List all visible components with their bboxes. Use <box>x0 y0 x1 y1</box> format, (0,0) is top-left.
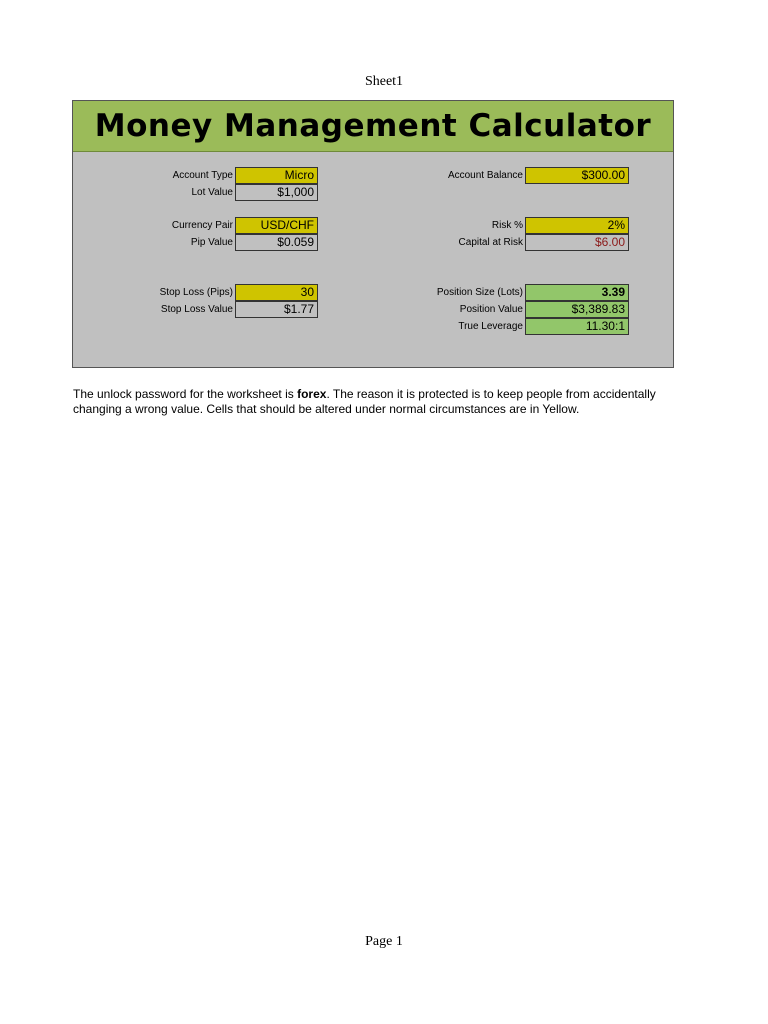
stop-loss-value-label: Stop Loss Value <box>160 304 233 315</box>
lot-value-label: Lot Value <box>191 187 233 198</box>
pip-value-label: Pip Value <box>190 237 233 248</box>
calculator-title: Money Management Calculator <box>73 101 673 152</box>
capital-at-risk-label: Capital at Risk <box>458 237 523 248</box>
stop-loss-pips-label: Stop Loss (Pips) <box>159 287 233 298</box>
account-type-label: Account Type <box>172 170 233 181</box>
lot-value-cell: $1,000 <box>235 184 318 201</box>
position-value-cell: $3,389.83 <box>525 301 629 318</box>
stop-loss-pips-cell[interactable]: 30 <box>235 284 318 301</box>
protection-note <box>73 387 673 417</box>
capital-at-risk-cell: $6.00 <box>525 234 629 251</box>
risk-percent-cell[interactable]: 2% <box>525 217 629 234</box>
page-number: Page 1 <box>365 934 403 949</box>
pip-value-cell: $0.059 <box>235 234 318 251</box>
currency-pair-cell[interactable]: USD/CHF <box>235 217 318 234</box>
risk-percent-label: Risk % <box>491 220 523 231</box>
true-leverage-cell: 11.30:1 <box>525 318 629 335</box>
account-type-cell[interactable]: Micro <box>235 167 318 184</box>
position-size-cell: 3.39 <box>525 284 629 301</box>
stop-loss-value-cell: $1.77 <box>235 301 318 318</box>
currency-pair-label: Currency Pair <box>171 220 233 231</box>
money-management-calculator <box>72 100 674 368</box>
true-leverage-label: True Leverage <box>458 321 523 332</box>
sheet-name: Sheet1 <box>364 74 404 89</box>
position-size-label: Position Size (Lots) <box>436 287 523 298</box>
account-balance-label: Account Balance <box>447 170 523 181</box>
note-text-before: The unlock password for the worksheet is <box>73 387 298 401</box>
note-text-after: . The reason it is protected is to keep people from accidentally changing a wrong value. Cells that should be altered under normal circumstances are in Yellow. <box>73 387 656 416</box>
account-balance-cell[interactable]: $300.00 <box>525 167 629 184</box>
note-password: forex <box>297 387 327 401</box>
position-value-label: Position Value <box>459 304 523 315</box>
